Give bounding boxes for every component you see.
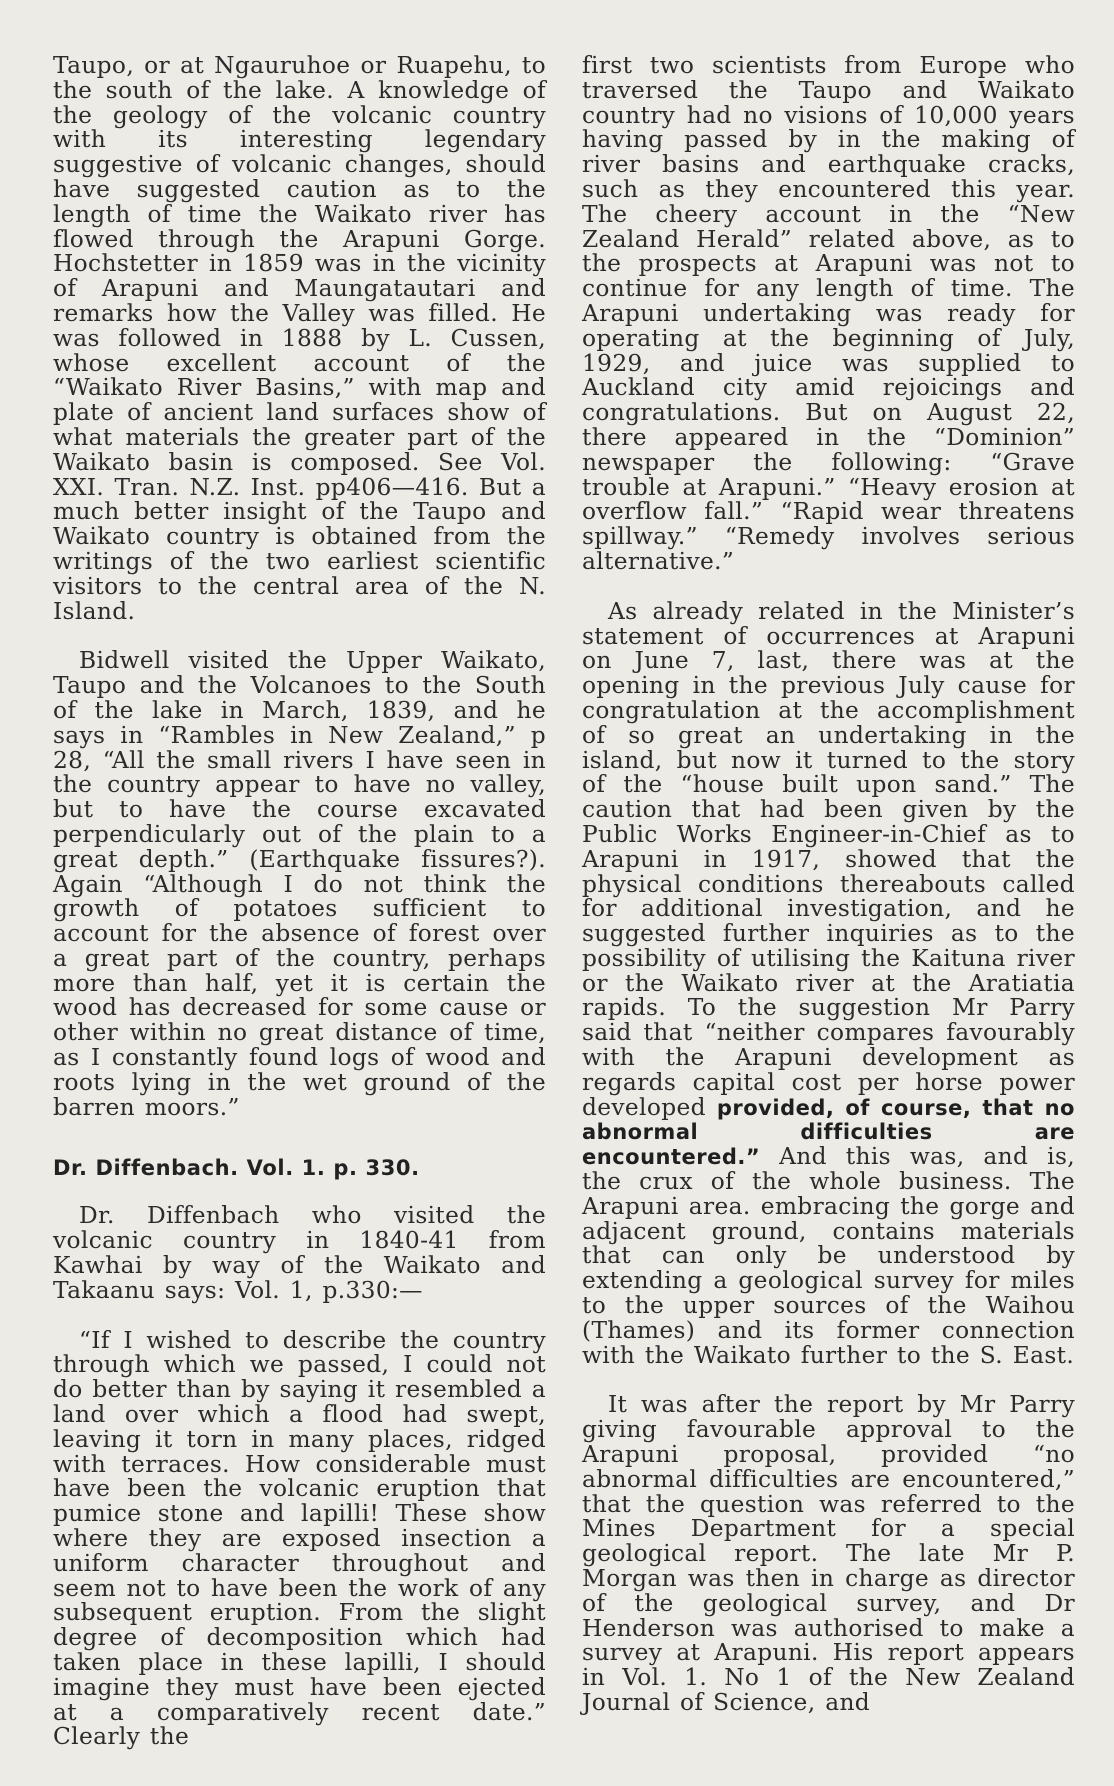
left-paragraph-1: Taupo, or at Ngauruhoe or Ruapehu, to the south of the lake. A knowledge of the geology of the volcanic country with its interesting legendary suggestive of volcanic changes, should have suggested caution as to the length of time the Waikato river has flowed through the Arapuni Gorge. Hochstetter in 1859 was in the vicinity of Arapuni and Maungatautari and remarks how the Valley was filled. He was followed in 1888 by L. Cussen, whose excellent account of the “Waikato River Basins,” with map and plate of ancient land surfaces show of what materials the greater part of the Waikato basin is composed. See Vol. XXI. Tran. N.Z. Inst. pp406—416. But a much better insight of the Taupo and Waikato country is obtained from the writings of the two earliest scientific visitors to the central area of the N. Island. [53,52,546,625]
section-heading: Dr. Diffenbach. Vol. 1. p. 330. [53,1156,420,1181]
paragraph-text-a: As already related in the Minister’s statement of occurrences at Arapuni on June 7, last, there was at the opening in the previous July cause for congratulation at the accomplishment of so great an undertaking in the island, but now it turned to the story of the “house built upon sand.” The caution that had been given by the Public Works Engineer-in-Chief as to Arapuni in 1917, showed that the physical conditions thereabouts called for additional investigation, and he suggested further inquiries as to the possibility of utilising the Kaituna river or the Waikato river at the Aratiatia rapids. To the suggestion Mr Parry said that “neither compares favourably with the Arapuni development as regards capital cost per horse power developed [582,597,1075,1121]
left-column [53,54,546,1750]
right-paragraph-1: first two scientists from Europe who traversed the Taupo and Waikato country had no visions of 10,000 years having passed by in the making of river basins and earthquake cracks, such as they encountered this year. The cheery account in the “New Zealand Herald” related above, as to the prospects at Arapuni was not to continue for any length of time. The Arapuni undertaking was ready for operating at the beginning of July, 1929, and juice was supplied to Auckland city amid rejoicings and congratulations. But on August 22, there appeared in the “Dominion” newspaper the following: “Grave trouble at Arapuni.” “Heavy erosion at overflow fall.” “Rapid wear threatens spillway.” “Remedy involves serious alternative.” [582,52,1075,575]
left-paragraph-diffenbach: Dr. Diffenbach who visited the volcanic country in 1840-41 from Kawhai by way of the Waikato and Takaanu says: Vol. 1, p.330:— [53,1202,546,1304]
left-paragraph-quote: “If I wished to describe the country through which we passed, I could not do better than by saying it resembled a land over which a flood had swept, leaving it torn in many places, ridged with terraces. How considerable must have been the volcanic eruption that pumice stone and lapilli! These show where they are exposed insection a uniform character throughout and seem not to have been the work of any subsequent eruption. From the slight degree of decomposition which had taken place in these lapilli, I should imagine they must have been ejected at a comparatively recent date.” Clearly the [53,1326,547,1751]
right-paragraph-arapuni [582,597,1076,1369]
left-paragraph-bidwell: Bidwell visited the Upper Waikato, Taupo and the Volcanoes to the South of the lake in March, 1839, and he says in “Rambles in New Zealand,” p 28, “All the small rivers I have seen in the country appear to have no valley, but to have the course excavated perpendicularly out of the plain to a great depth.” (Earthquake fissures?). Again “Although I do not think the growth of potatoes sufficient to account for the absence of forest over a great part of the country, perhaps more than half, yet it is certain the wood has decreased for some cause or other within no great distance of time, as I constantly found logs of wood and roots lying in the wet ground of the barren moors.” [53,647,546,1121]
right-column [582,54,1075,1716]
right-paragraph-parry: It was after the report by Mr Parry giving favourable approval to the Arapuni proposal, provided “no abnormal difficulties are encountered,” that the question was referred to the Mines Department for a special geological report. The late Mr P. Morgan was then in charge as director of the geological survey, and Dr Henderson was authorised to make a survey at Arapuni. His report appears in Vol. 1. No 1 of the New Zealand Journal of Science, and [582,1391,1075,1716]
paragraph-text-b: And this was, and is, the crux of the whole business. The Arapuni area. embracing the gorge and adjacent ground, contains materials that can only be understood by extending a geological survey for miles to the upper sources of the Waihou (Thames) and its former connection with the Waikato further to the S. East. [582,1143,1076,1369]
emphasised-text: provided, of course, that no abnormal difficulties are encountered.” [582,1095,1075,1170]
